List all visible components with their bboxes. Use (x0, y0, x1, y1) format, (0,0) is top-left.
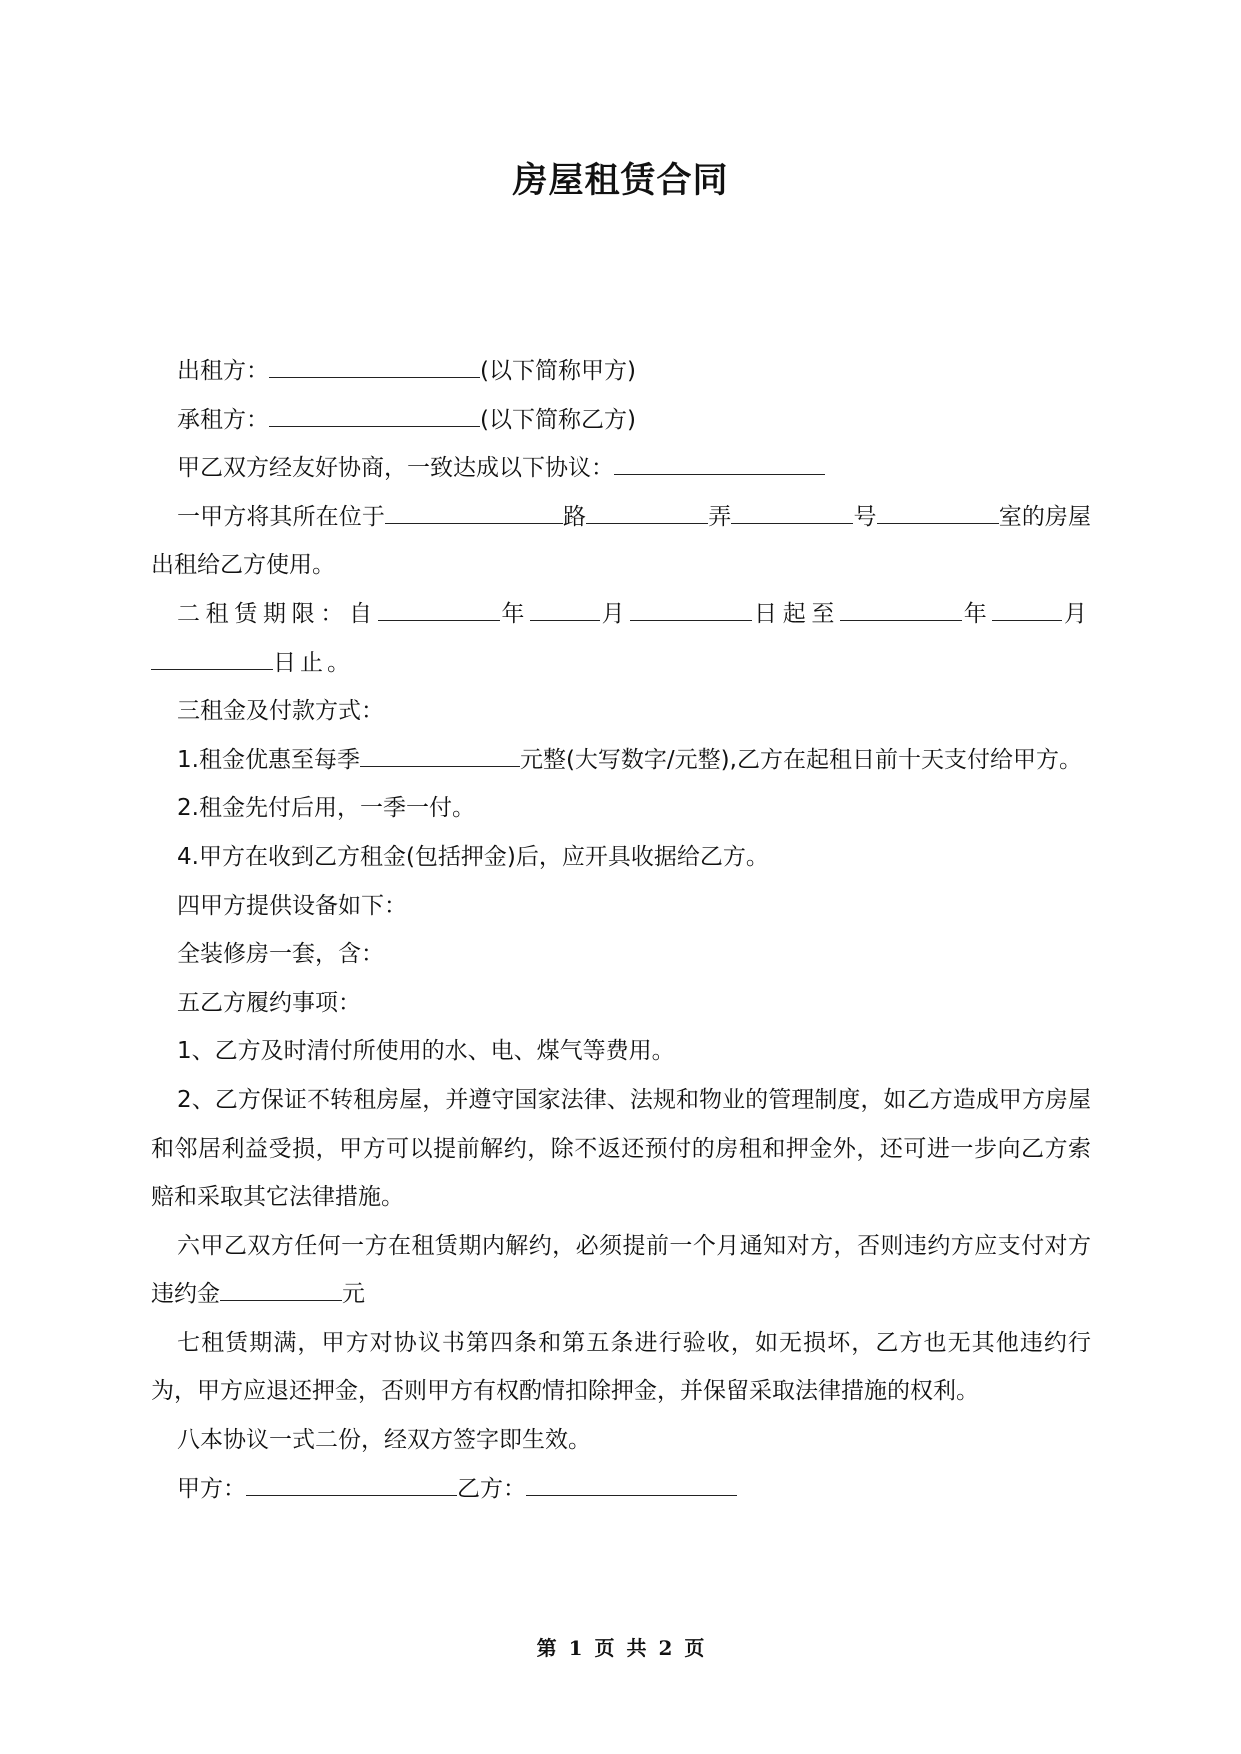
rent-note: 元整(大写数字/元整),乙方在起租日前十天支付给甲方。 (519, 746, 1082, 773)
lessor-label: 出租方： (177, 358, 269, 384)
party-b-label: 乙方： (457, 1475, 526, 1502)
footer-page-word: 页 (594, 1636, 615, 1660)
page-title: 房屋租赁合同 (512, 161, 729, 201)
contract-body (151, 347, 1091, 1513)
clause-3-1 (151, 736, 1091, 785)
end-month-label: 月 (1062, 600, 1092, 627)
footer-suffix: 页 (684, 1636, 705, 1660)
lessor-note: (以下简称甲方) (480, 358, 636, 384)
penalty-blank (220, 1278, 342, 1301)
page-footer (0, 1632, 1241, 1661)
clause-1 (151, 493, 1091, 590)
start-month-blank (530, 598, 600, 621)
footer-total-word: 共 (626, 1636, 647, 1660)
clause-5-2: 2、乙方保证不转租房屋，并遵守国家法律、法规和物业的管理制度，如乙方造成甲方房屋和邻居利益受损，甲方可以提前解约，除不返还预付的房租和押金外，还可进一步向乙方索赔和采取其它法律措施。 (151, 1086, 1091, 1211)
clause-7: 七租赁期满，甲方对协议书第四条和第五条进行验收，如无损坏，乙方也无其他违约行为，甲方应退还押金，否则甲方有权酌情扣除押金，并保留采取法律措施的权利。 (151, 1329, 1091, 1405)
penalty-text: 六甲乙双方任何一方在租赁期内解约，必须提前一个月通知对方，否则违约方应支付对方违约金 (151, 1232, 1091, 1308)
lessee-blank (269, 404, 480, 427)
clause-3-4: 4.甲方在收到乙方租金(包括押金)后，应开具收据给乙方。 (177, 843, 769, 870)
footer-prefix: 第 (536, 1636, 557, 1660)
clause-3: 三租金及付款方式： (177, 698, 384, 725)
party-a-label: 甲方： (177, 1475, 246, 1502)
lessee-line (151, 396, 1091, 445)
lessee-note: (以下简称乙方) (480, 406, 636, 433)
road-label: 路 (562, 503, 587, 530)
clause-4: 四甲方提供设备如下： (177, 892, 407, 919)
end-year-label: 年 (962, 600, 993, 627)
rent-label: 1.租金优惠至每季 (177, 746, 360, 773)
start-day-blank (630, 598, 752, 621)
penalty-unit: 元 (342, 1281, 365, 1308)
number-blank (731, 501, 853, 524)
lessor-blank (269, 355, 480, 378)
end-day-blank (151, 647, 273, 670)
term-label: 二租赁期限：自 (177, 600, 378, 627)
room-label: 室的房屋出租给乙方使用。 (151, 503, 1092, 579)
total-pages: 2 (658, 1636, 673, 1660)
signature-line (151, 1465, 1091, 1514)
end-day-label: 日止。 (273, 649, 354, 676)
start-year-label: 年 (499, 600, 531, 627)
end-month-blank (992, 598, 1062, 621)
start-year-blank (378, 598, 500, 621)
lessor-line (151, 347, 1091, 396)
clause-3-2: 2.租金先付后用，一季一付。 (177, 795, 475, 822)
party-a-blank (246, 1473, 457, 1496)
clause-5: 五乙方履约事项： (177, 989, 361, 1016)
road-blank (385, 501, 563, 524)
clause-2 (151, 590, 1091, 687)
clause-5-1: 1、乙方及时清付所使用的水、电、煤气等费用。 (177, 1038, 675, 1065)
clause-6 (151, 1222, 1091, 1319)
party-b-blank (526, 1473, 737, 1496)
clause-1-text: 一甲方将其所在位于 (177, 503, 385, 530)
agreement-text: 甲乙双方经友好协商，一致达成以下协议： (177, 455, 614, 482)
lane-label: 弄 (708, 503, 732, 530)
clause-8: 八本协议一式二份，经双方签字即生效。 (177, 1427, 591, 1454)
lessee-label: 承租方： (177, 406, 269, 433)
end-year-blank (840, 598, 962, 621)
start-day-label: 日起至 (752, 600, 841, 627)
number-label: 号 (853, 503, 877, 530)
page-number: 1 (568, 1636, 583, 1660)
agreement-line (151, 444, 1091, 493)
rent-blank (360, 744, 520, 767)
room-blank (877, 501, 999, 524)
start-month-label: 月 (600, 600, 631, 627)
agreement-blank (614, 452, 825, 475)
lane-blank (586, 501, 708, 524)
clause-4-detail: 全装修房一套，含： (177, 941, 384, 968)
